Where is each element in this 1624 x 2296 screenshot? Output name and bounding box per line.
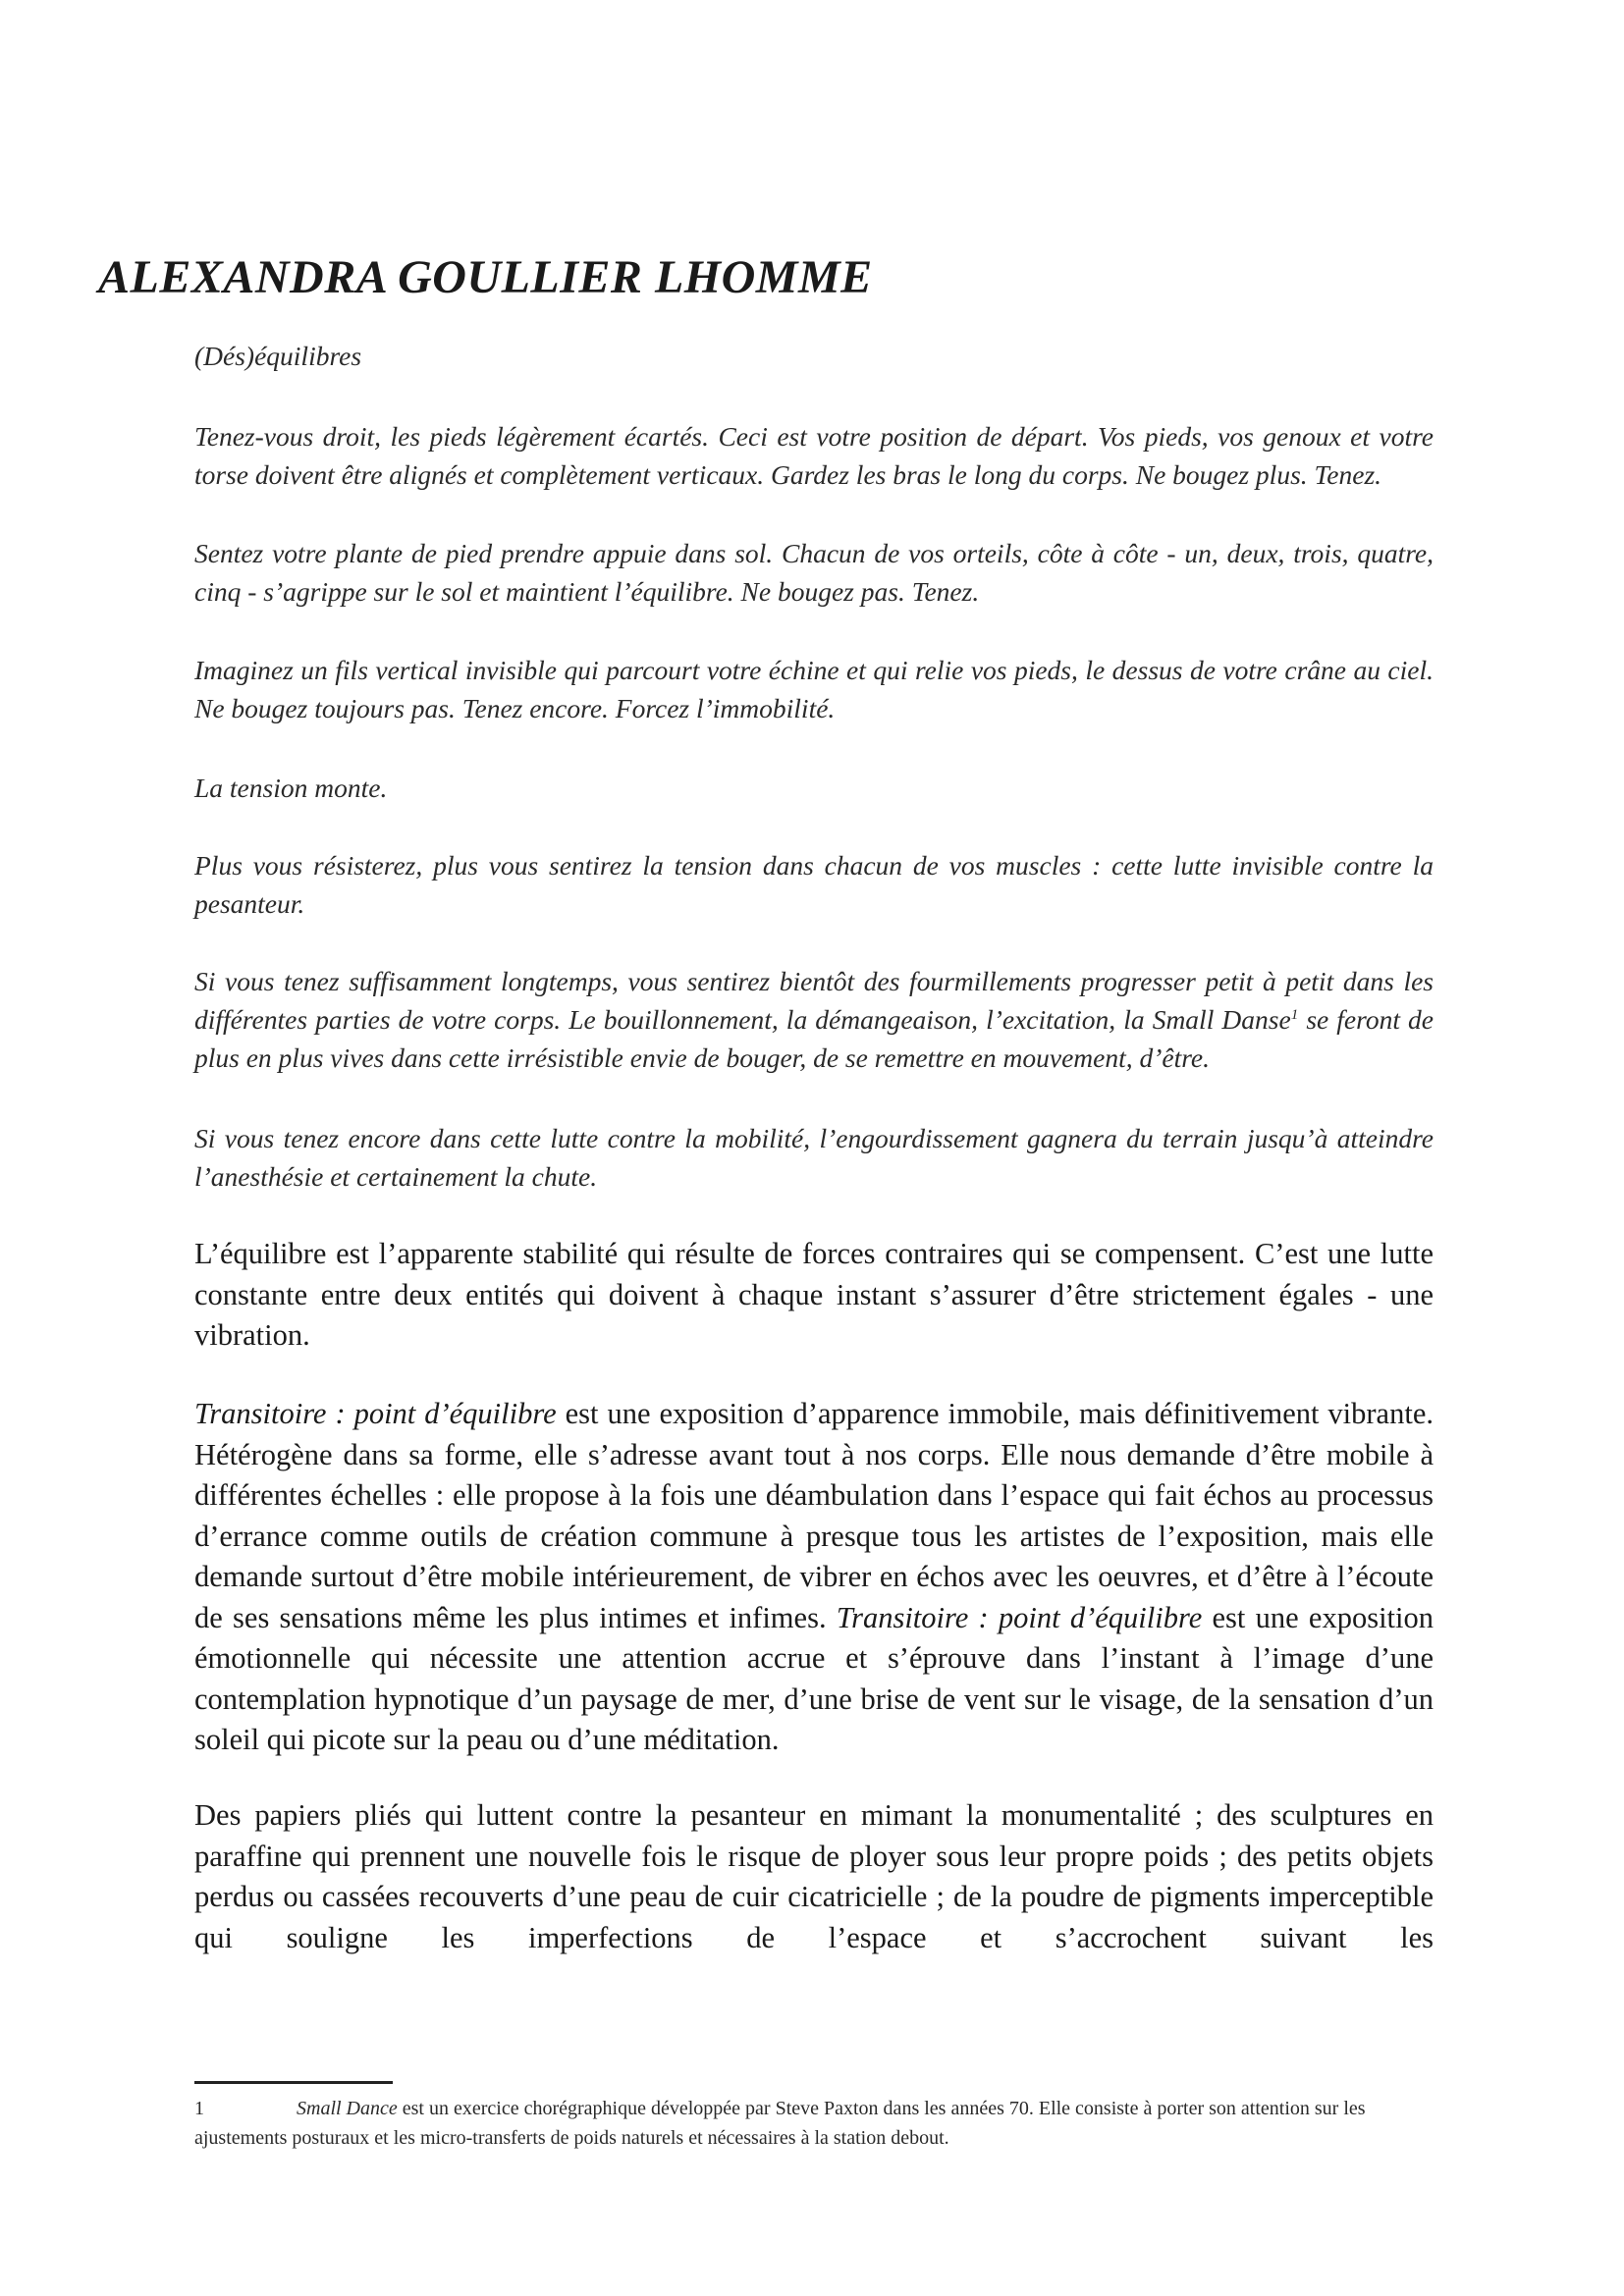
exhibition-paragraph [194,1394,1434,1761]
footnote-separator [194,2081,393,2084]
exhibition-title-2: Transitoire : point d’équilibre [836,1600,1203,1634]
author-title: ALEXANDRA GOULLIER LHOMME [98,251,873,303]
section-title: (Dés)équilibres [194,341,362,371]
works-paragraph: Des papiers pliés qui luttent contre la pesanteur en mimant la monumentalité ; des sculptures en paraffine qui prennent une nouvelle fois le risque de ployer sous leur propre poids ; des petits objets perdus ou cassées recouverts d’une peau de cuir cicatricielle ; de la poudre de pigments imperceptible qui souligne les imperfections de l’espace et s’accrochent suivant les [194,1798,1434,1954]
exhibition-title-1: Transitoire : point d’équilibre [194,1397,557,1430]
small-dance-text-before: Si vous tenez suffisamment longtemps, vous sentirez bientôt des fourmillements progresser petit à petit dans les différentes parties de votre corps. Le bouillonnement, la démangeaison, l’excitation, la Small Danse [194,966,1434,1035]
instruction-paragraph-2: Sentez votre plante de pied prendre appuie dans sol. Chacun de vos orteils, côte à côte - un, deux, trois, quatre, cinq - s’agrippe sur le sol et maintient l’équilibre. Ne bougez pas. Tenez. [194,538,1434,607]
small-dance-text-after: se feront de plus en plus vives dans cette irrésistible envie de bouger, de se remettre en mouvement, d’être. [194,1004,1434,1073]
footnote-number: 1 [194,2098,204,2119]
essay-intro-paragraph: L’équilibre est l’apparente stabilité qui résulte de forces contraires qui se compensent. C’est une lutte constante entre deux entités qui doivent à chaque instant s’assurer d’être strictement égales - une vibration. [194,1237,1434,1352]
footnote [194,2094,1434,2153]
footnote-reference: 1 [1290,1006,1299,1023]
instruction-paragraph-5: Plus vous résisterez, plus vous sentirez la tension dans chacun de vos muscles : cette lutte invisible contre la pesanteur. [194,850,1434,919]
instruction-paragraph-1: Tenez-vous droit, les pieds légèrement écartés. Ceci est votre position de départ. Vos pieds, vos genoux et votre torse doivent être alignés et complètement verticaux. Gardez les bras le long du corps. Ne bougez plus. Tenez. [194,421,1434,490]
footnote-term: Small Dance [297,2098,398,2119]
small-dance-paragraph [194,962,1434,1077]
footnote-text: est un exercice chorégraphique développée par Steve Paxton dans les années 70. Elle consiste à porter son attention sur les ajustements posturaux et les micro-transferts de poids naturels et nécessaires à la station debout. [194,2098,1366,2149]
exhibition-text-2: est une exposition émotionnelle qui nécessite une attention accrue et s’éprouve dans l’instant à l’image d’une contemplation hypnotique d’un paysage de mer, d’une brise de vent sur le visage, de la sensation d’un soleil qui picote sur la peau ou d’une méditation. [194,1600,1434,1756]
final-instruction-paragraph: Si vous tenez encore dans cette lutte contre la mobilité, l’engourdissement gagnera du terrain jusqu’à atteindre l’anesthésie et certainement la chute. [194,1123,1434,1192]
instruction-paragraph-4: La tension monte. [194,773,388,803]
exhibition-text-1: est une exposition d’apparence immobile, mais définitivement vibrante. Hétérogène dans sa forme, elle s’adresse avant tout à nos corps. Elle nous demande d’être mobile à différentes échelles : elle propose à la fois une déambulation dans l’espace qui fait échos au processus d’errance comme outils de création commune à presque tous les artistes de l’exposition, mais elle demande surtout d’être mobile intérieurement, de vibrer en échos avec les oeuvres, et d’être à l’écoute de ses sensations même les plus intimes et infimes. [194,1397,1434,1634]
instruction-paragraph-3: Imaginez un fils vertical invisible qui parcourt votre échine et qui relie vos pieds, le dessus de votre crâne au ciel. Ne bougez toujours pas. Tenez encore. Forcez l’immobilité. [194,655,1434,723]
